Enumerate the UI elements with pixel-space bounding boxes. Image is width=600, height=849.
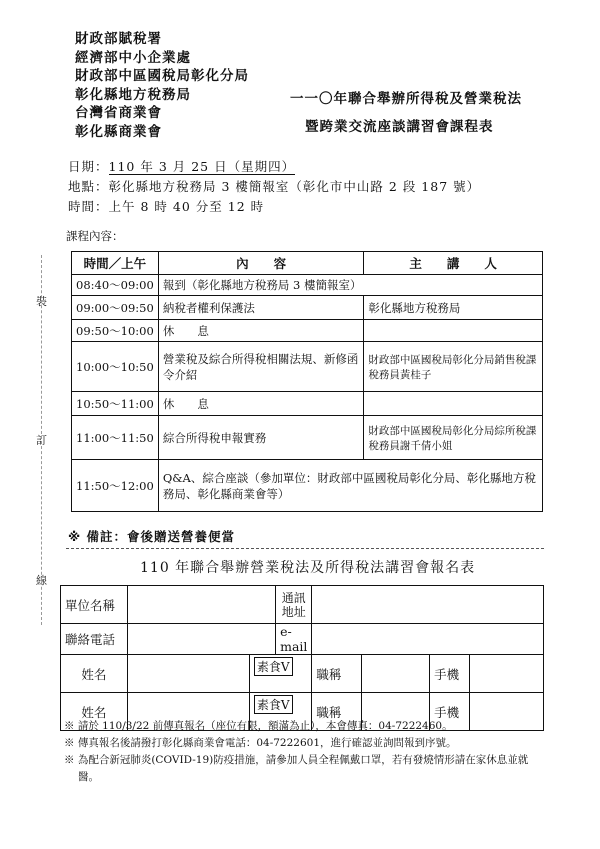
row-speaker [364, 320, 543, 342]
form-row-unit [61, 586, 544, 624]
row-time: 10:50～11:00 [72, 392, 159, 416]
table-row [72, 296, 543, 320]
phone-input[interactable] [127, 624, 275, 655]
row-speaker: 財政部中區國稅局彰化分局銷售稅課稅務員黃桂子 [364, 342, 543, 392]
side-mark: 線 [36, 574, 47, 587]
organizer-item: 彰化縣地方稅務局 [75, 86, 191, 103]
remark-text: ※ 備註：會後贈送營養便當 [68, 529, 236, 544]
organizer-item: 經濟部中小企業處 [75, 49, 191, 66]
date-line [68, 157, 588, 177]
email-input[interactable] [312, 624, 544, 655]
title-input[interactable] [361, 655, 429, 693]
mobile-input[interactable] [469, 655, 543, 693]
time-label: 時間： [68, 199, 109, 214]
date-label: 日期： [68, 159, 109, 174]
row-speaker: 彰化縣地方稅務局 [364, 296, 543, 320]
event-info [68, 157, 588, 217]
divider-line [66, 548, 544, 549]
unit-input[interactable] [127, 586, 275, 624]
row-time: 09:00～09:50 [72, 296, 159, 320]
row-time: 11:50～12:00 [72, 460, 159, 512]
binding-line [41, 255, 42, 625]
row-time: 09:50～10:00 [72, 320, 159, 342]
name-input[interactable] [127, 655, 249, 693]
date-value: 110 年 3 月 25 日（星期四） [108, 159, 296, 174]
place-label: 地點： [68, 179, 109, 194]
row-speaker [364, 392, 543, 416]
veg-label: 素食 [256, 698, 281, 712]
veg-mark: V [280, 660, 290, 674]
note-item: ※ 請於 110/3/22 前傳真報名（座位有限，額滿為止），本會傳真：04-7222460。 [64, 720, 453, 732]
header-time: 時間／上午 [72, 252, 159, 275]
organizer-item: 彰化縣商業會 [75, 123, 162, 140]
row-content: 綜合所得稅申報實務 [158, 416, 364, 460]
name-label: 姓名 [61, 655, 128, 693]
time-line [68, 197, 588, 217]
veg-cell [249, 655, 312, 693]
row-speaker: 財政部中區國稅局彰化分局綜所稅課稅務員謝千倩小姐 [364, 416, 543, 460]
row-time: 10:00～10:50 [72, 342, 159, 392]
organizer-list [75, 30, 285, 141]
table-row [72, 342, 543, 392]
table-row [72, 275, 543, 296]
form-row-attendee [61, 655, 544, 693]
organizer-item: 台灣省商業會 [75, 105, 162, 121]
row-content: 營業稅及綜合所得稅相關法規、新修函令介紹 [158, 342, 364, 392]
veg-label: 素食 [256, 660, 281, 674]
veg-checkbox[interactable] [254, 695, 293, 714]
title-label: 職稱 [312, 693, 361, 731]
row-time: 11:00～11:50 [72, 416, 159, 460]
side-mark: 訂 [36, 434, 47, 447]
document-title-line2: 暨跨業交流座談講習會課程表 [305, 119, 494, 135]
row-time: 08:40～09:00 [72, 275, 159, 296]
place-line [68, 177, 588, 197]
note-item: ※ 為配合新冠肺炎(COVID-19)防疫措施，請參加人員全程佩戴口罩，若有發燒情形請在家休息並就醫。 [64, 754, 529, 783]
header-speaker: 主 講 人 [364, 252, 543, 275]
table-row [72, 416, 543, 460]
form-title: 110 年聯合舉辦營業稅法及所得稅法講習會報名表 [140, 560, 476, 576]
time-value: 上午 8 時 40 分至 12 時 [108, 199, 265, 214]
notes [64, 718, 546, 786]
table-row [72, 460, 543, 512]
veg-checkbox[interactable] [254, 657, 293, 676]
title-label: 職稱 [312, 655, 361, 693]
veg-mark: V [280, 698, 290, 712]
registration-form [60, 585, 544, 731]
form-row-phone [61, 624, 544, 655]
header-content: 內 容 [158, 252, 364, 275]
course-label: 課程內容： [66, 229, 124, 243]
row-content: 休 息 [158, 320, 364, 342]
email-label: e-mail [276, 624, 312, 655]
organizer-item: 財政部賦稅署 [75, 31, 162, 47]
address-input[interactable] [312, 586, 544, 624]
row-content: 納稅者權利保護法 [158, 296, 364, 320]
address-label: 通訊地址 [276, 586, 312, 624]
note-item: ※ 傳真報名後請撥打彰化縣商業會電話：04-7222601，進行確認並詢問報到序號。 [64, 737, 457, 749]
organizer-item: 財政部中區國稅局彰化分局 [75, 68, 249, 84]
row-content: 休 息 [158, 392, 364, 416]
place-value: 彰化縣地方稅務局 3 樓簡報室（彰化市中山路 2 段 187 號） [108, 179, 481, 194]
name-label: 姓名 [61, 693, 128, 731]
mobile-label: 手機 [430, 655, 470, 693]
row-content: Q&A、綜合座談（參加單位：財政部中區國稅局彰化分局、彰化縣地方稅務局、彰化縣商業會等） [158, 460, 542, 512]
schedule-table [71, 251, 543, 512]
table-row [72, 392, 543, 416]
unit-label: 單位名稱 [61, 586, 128, 624]
document-title-line1: 一一〇年聯合舉辦所得稅及營業稅法 [290, 91, 522, 107]
row-content: 報到（彰化縣地方稅務局 3 樓簡報室） [158, 275, 542, 296]
side-mark: 裝 [36, 295, 47, 308]
table-row [72, 320, 543, 342]
phone-label: 聯絡電話 [61, 624, 128, 655]
schedule-header-row [72, 252, 543, 275]
mobile-label: 手機 [430, 693, 470, 731]
